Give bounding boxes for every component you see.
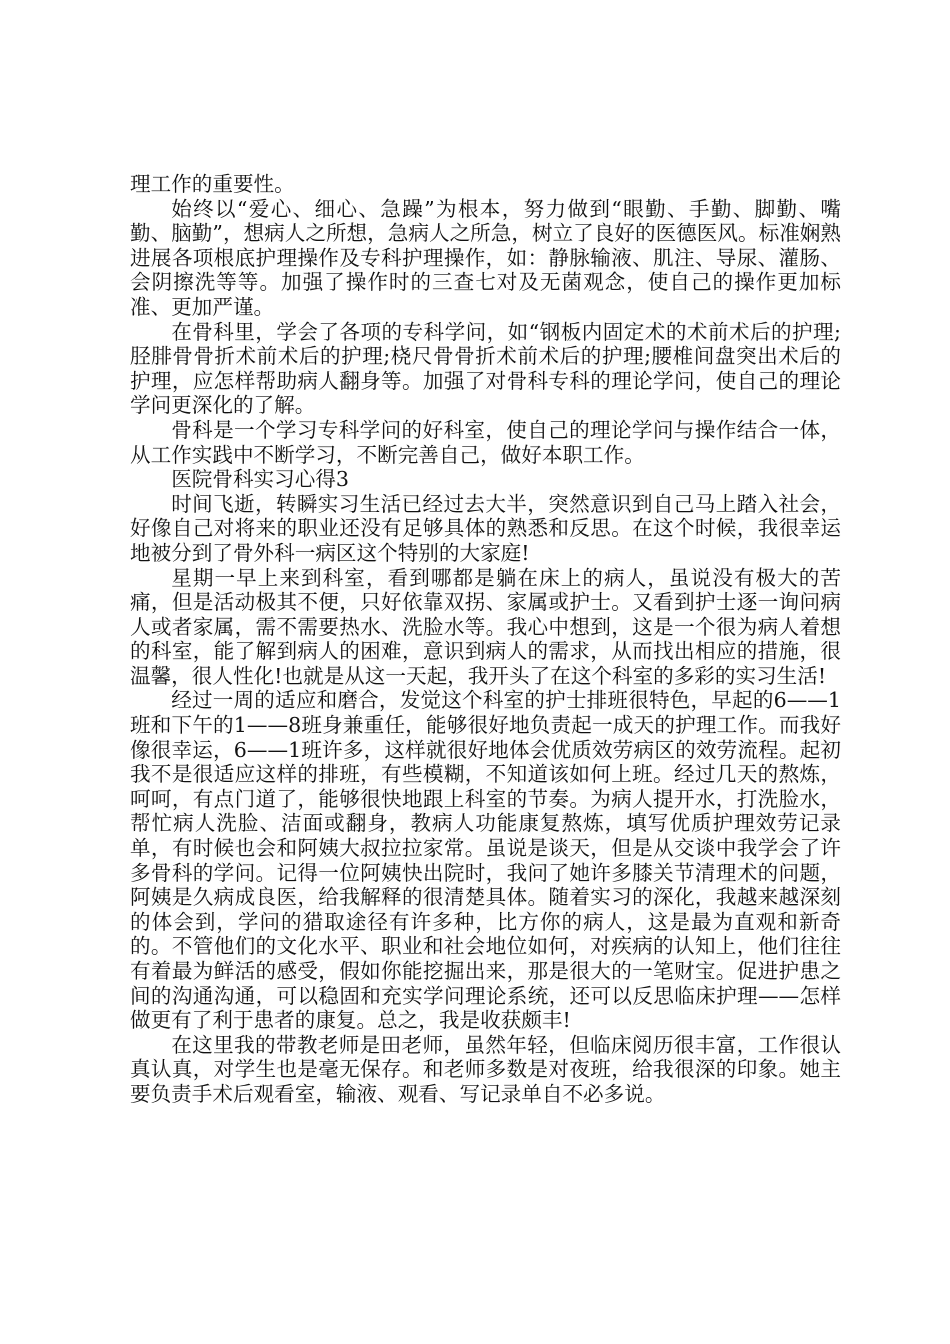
paragraph-continuation: 理工作的重要性。: [130, 172, 295, 196]
paragraph-intro: 时间飞逝，转瞬实习生活已经过去大半，突然意识到自己马上踏入社会，好像自己对将来的职业还没有足够具体的熟悉和反思。在这个时候，我很幸运地被分到了骨外科一病区这个特别的大家庭!: [130, 491, 841, 565]
paragraph-monday: 星期一早上来到科室，看到哪都是躺在床上的病人，虽说没有极大的苦痛，但是活动极其不便，只好依靠双拐、家属或护士。又看到护士逐一询问病人或者家属，需不需要热水、洗脸水等。我心中想到，这是一个很为病人着想的科室，能了解到病人的困难，意识到病人的需求，从而找出相应的措施，很温馨，很人性化!也就是从这一天起，我开头了在这个科室的多彩的实习生活!: [130, 565, 841, 688]
paragraph-summary: 骨科是一个学习专科学问的好科室，使自己的理论学问与操作结合一体，从工作实践中不断学习，不断完善自己，做好本职工作。: [130, 417, 841, 467]
paragraph-shifts: 经过一周的适应和磨合，发觉这个科室的护士排班很特色，早起的6——1班和下午的1——8班身兼重任，能够很好地负责起一成天的护理工作。而我好像很幸运，6——1班许多，这样就很好地体会优质效劳病区的效劳流程。起初我不是很适应这样的排班，有些模糊，不知道该如何上班。经过几天的熬炼，呵呵，有点门道了，能够很快地跟上科室的节奏。为病人提开水，打洗脸水，帮忙病人洗脸、洁面或翻身，教病人功能康复熬炼，填写优质护理效劳记录单，有时候也会和阿姨大叔拉拉家常。虽说是谈天，但是从交谈中我学会了许多骨科的学问。记得一位阿姨快出院时，我问了她许多膝关节清理术的问题，阿姨是久病成良医，给我解释的很清楚具体。随着实习的深化，我越来越深刻的体会到，学问的猎取途径有许多种，比方你的病人，这是最为直观和新奇的。不管他们的文化水平、职业和社会地位如何，对疾病的认知上，他们往往有着最为鲜活的感受，假如你能挖掘出来，那是很大的一笔财宝。促进护患之间的沟通沟通，可以稳固和充实学问理论系统，还可以反思临床护理——怎样做更有了利于患者的康复。总之，我是收获颇丰!: [130, 688, 841, 1033]
paragraph-teacher: 在这里我的带教老师是田老师，虽然年轻，但临床阅历很丰富，工作很认真认真，对学生也是毫无保存。和老师多数是对夜班，给我很深的印象。她主要负责手术后观看室，输液、观看、写记录单自不必多说。: [130, 1032, 841, 1106]
paragraph-attitude: 始终以“爱心、细心、急躁”为根本，努力做到“眼勤、手勤、脚勤、嘴勤、脑勤”，想病人之所想，急病人之所急，树立了良好的医德医风。标准娴熟进展各项根底护理操作及专科护理操作，如：静脉输液、肌注、导尿、灌肠、会阴擦洗等等。加强了操作时的三查七对及无菌观念，使自己的操作更加标准、更加严谨。: [130, 196, 841, 319]
section-heading: 医院骨科实习心得3: [171, 467, 350, 492]
paragraph-orthopedic-knowledge: 在骨科里，学会了各项的专科学问，如“钢板内固定术的术前术后的护理;胫腓骨骨折术前术后的护理;桡尺骨骨折术前术后的护理;腰椎间盘突出术后的护理，应怎样帮助病人翻身等。加强了对骨科专科的理论学问，使自己的理论学问更深化的了解。: [130, 319, 841, 418]
document-body: [130, 172, 841, 1107]
